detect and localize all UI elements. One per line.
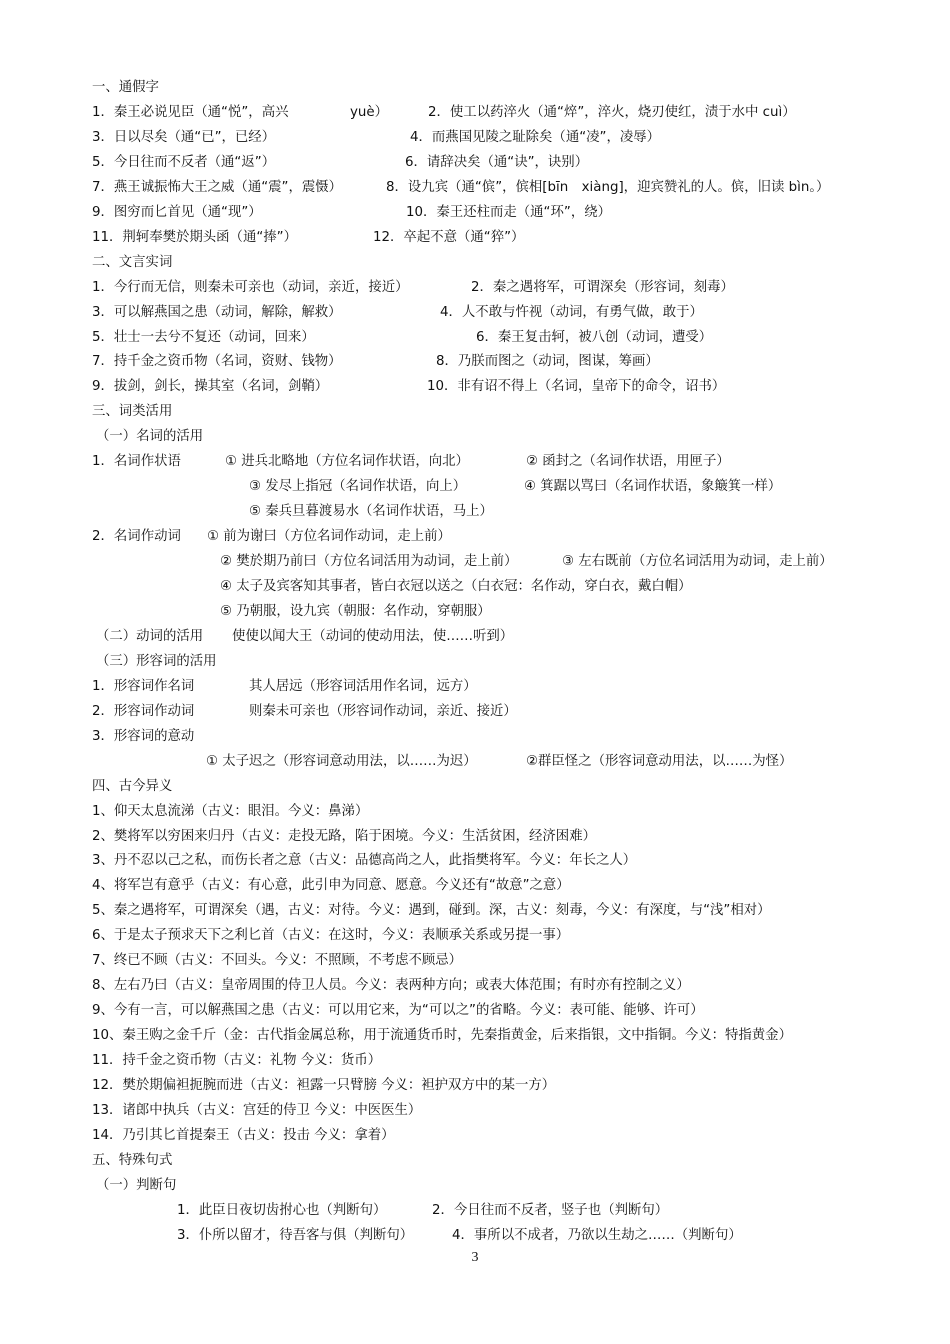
- text-segment: 8．设九宾（通“傧”，傧相[bīn xiàng]，迎宾赞礼的人。傧，旧读 bìn。）: [386, 179, 830, 195]
- text-segment: 6、于是太子预求天下之利匕首（古义：在这时，今义：表顺承关系或另提一事）: [92, 928, 570, 944]
- text-line: [0, 278, 950, 302]
- text-line: [0, 802, 950, 826]
- text-segment: 四、古今异义: [92, 778, 173, 794]
- text-segment: 2．秦之遇将军，可谓深矣（形容词，刻毒）: [471, 279, 734, 295]
- text-segment: 10．秦王还柱而走（通“环”，绕）: [406, 204, 611, 220]
- text-segment: 3、丹不忍以己之私，而伤长者之意（古义：品德高尚之人，此指樊将军。今义：年长之人）: [92, 853, 637, 869]
- text-segment: 7．燕王诚振怖大王之威（通“震”，震慑）: [92, 179, 343, 195]
- text-segment: 10．非有诏不得上（名词，皇帝下的命令，诏书）: [427, 379, 726, 395]
- text-segment: 2．使工以药淬火（通“焠”，淬火，烧刃使红，渍于水中 cuì）: [428, 104, 796, 120]
- text-segment: ⑤ 秦兵旦暮渡易水（名词作状语，马上）: [249, 504, 493, 520]
- text-segment: ⑤ 乃朝服，设九宾（朝服：名作动，穿朝服）: [220, 603, 491, 619]
- text-segment: 1．形容词作名词: [92, 678, 195, 694]
- text-segment: 二、文言实词: [92, 254, 173, 270]
- text-line: [0, 951, 950, 975]
- text-segment: 11．荆轲奉樊於期头函（通“捧”）: [92, 229, 297, 245]
- text-segment: 4．而燕国见陵之耻除矣（通“凌”，凌辱）: [410, 129, 661, 145]
- text-segment: ④ 太子及宾客知其事者，皆白衣冠以送之（白衣冠：名作动，穿白衣，戴白帽）: [220, 579, 692, 594]
- text-segment: ④ 箕踞以骂曰（名词作状语，象簸箕一样）: [524, 479, 782, 495]
- text-line: [0, 377, 950, 401]
- text-line: [0, 1076, 950, 1100]
- text-segment: 14．乃引其匕首提秦王（古义：投击 今义：拿着）: [92, 1127, 395, 1143]
- text-line: [0, 1126, 950, 1150]
- text-segment: 13．诸郎中执兵（古义：宫廷的侍卫 今义：中医医生）: [92, 1102, 422, 1118]
- text-segment: 1．今行而无信，则秦未可亲也（动词，亲近，接近）: [92, 279, 409, 295]
- text-segment: （一）名词的活用: [96, 429, 204, 445]
- text-line: [0, 477, 950, 501]
- text-segment: 五、特殊句式: [92, 1152, 173, 1168]
- text-segment: 5、秦之遇将军，可谓深矣（遇，古义：对待。今义：遇到，碰到。深，古义：刻毒，今义：有深度，与“浅”相对）: [92, 903, 771, 919]
- text-line: [0, 78, 950, 102]
- text-segment: 8、左右乃曰（古义：皇帝周围的侍卫人员。今义：表两种方向；或表大体范围；有时亦有控制之义）: [92, 978, 690, 994]
- text-line: [0, 1226, 950, 1250]
- text-segment: 2．名词作动词: [92, 529, 181, 545]
- text-line: [0, 253, 950, 277]
- text-line: [0, 552, 950, 576]
- text-line: [0, 602, 950, 626]
- text-segment: 9、今有一言，可以解燕国之患（古义：可以用它来，为“可以之”的省略。今义：表可能、能够、许可）: [92, 1003, 704, 1019]
- text-line: [0, 228, 950, 252]
- text-line: [0, 502, 950, 526]
- text-segment: ③ 发尽上指冠（名词作状语，向上）: [249, 479, 467, 495]
- text-segment: 3．日以尽矣（通“已”，已经）: [92, 129, 276, 145]
- text-segment: 12．卒起不意（通“猝”）: [373, 229, 525, 245]
- text-line: [0, 128, 950, 152]
- text-line: [0, 1176, 950, 1200]
- text-segment: 使使以闻大王（动词的使动用法，使……听到）: [232, 628, 514, 644]
- text-line: [0, 827, 950, 851]
- text-line: [0, 627, 950, 651]
- text-line: [0, 976, 950, 1000]
- text-segment: 2．形容词作动词: [92, 703, 195, 719]
- text-segment: 4．事所以不成者，乃欲以生劫之……（判断句）: [452, 1227, 742, 1243]
- text-segment: yuè）: [350, 104, 389, 120]
- text-segment: 3．仆所以留才，待吾客与俱（判断句）: [177, 1227, 414, 1243]
- text-segment: 5．今日往而不反者（通“返”）: [92, 154, 276, 170]
- text-segment: 8．乃朕而图之（动词，图谋，筹画）: [436, 354, 659, 370]
- text-segment: 6．秦王复击轲，被八创（动词，遭受）: [476, 329, 713, 345]
- text-segment: 5．壮士一去兮不复还（动词，回来）: [92, 329, 315, 345]
- text-segment: 3．可以解燕国之患（动词，解除，解救）: [92, 304, 342, 320]
- text-segment: ① 前为谢曰（方位名词作动词，走上前）: [207, 529, 451, 545]
- text-segment: ②群臣怪之（形容词意动用法，以……为怪）: [526, 753, 793, 769]
- text-segment: 则秦未可亲也（形容词作动词，亲近、接近）: [249, 703, 517, 719]
- text-line: [0, 527, 950, 551]
- text-segment: （三）形容词的活用: [96, 653, 217, 669]
- text-line: [0, 1051, 950, 1075]
- text-segment: 9．拔剑，剑长，操其室（名词，剑鞘）: [92, 379, 329, 395]
- text-segment: ③ 左右既前（方位名词活用为动词，走上前）: [562, 554, 833, 570]
- text-segment: ① 进兵北略地（方位名词作状语，向北）: [225, 454, 469, 470]
- text-line: [0, 1101, 950, 1125]
- text-line: [0, 427, 950, 451]
- text-line: [0, 777, 950, 801]
- text-segment: 7、终已不顾（古义：不回头。今义：不照顾，不考虑不顾忌）: [92, 953, 463, 969]
- text-segment: 10、秦王购之金千斤（金：古代指金属总称，用于流通货币时，先秦指黄金，后来指银，文中指铜。今义：特指黄金）: [92, 1028, 792, 1044]
- text-line: [0, 352, 950, 376]
- text-segment: 1．此臣日夜切齿拊心也（判断句）: [177, 1202, 387, 1218]
- text-line: [0, 652, 950, 676]
- text-line: [0, 1026, 950, 1050]
- text-line: [0, 851, 950, 875]
- text-segment: 4．人不敢与忤视（动词，有勇气做，敢于）: [440, 304, 703, 320]
- text-line: [0, 153, 950, 177]
- text-segment: 一、通假字: [92, 80, 159, 95]
- text-line: [0, 452, 950, 476]
- text-line: [0, 577, 950, 601]
- text-line: [0, 1201, 950, 1225]
- text-segment: 12．樊於期偏袒扼腕而进（古义：袒露一只臂膀 今义：袒护双方中的某一方）: [92, 1078, 556, 1093]
- text-line: [0, 1001, 950, 1025]
- text-line: [0, 677, 950, 701]
- text-segment: 三、词类活用: [92, 404, 173, 420]
- text-line: [0, 702, 950, 726]
- text-segment: ② 樊於期乃前曰（方位名词活用为动词，走上前）: [220, 554, 518, 570]
- text-line: [0, 876, 950, 900]
- text-line: [0, 178, 950, 202]
- text-segment: 9．图穷而匕首见（通“现”）: [92, 204, 262, 220]
- text-line: [0, 203, 950, 227]
- text-line: [0, 727, 950, 751]
- text-segment: 其人居远（形容词活用作名词，远方）: [249, 678, 477, 694]
- text-line: [0, 303, 950, 327]
- text-segment: 7．持千金之资币物（名词，资财、钱物）: [92, 354, 342, 370]
- page-number: 3: [471, 1250, 479, 1265]
- text-segment: 6．请辞决矣（通“诀”，诀别）: [405, 154, 589, 170]
- text-segment: 1．秦王必说见臣（通“悦”，高兴: [92, 104, 289, 120]
- text-segment: ① 太子迟之（形容词意动用法，以……为迟）: [206, 753, 477, 769]
- text-segment: ② 函封之（名词作状语，用匣子）: [526, 454, 730, 470]
- text-line: [0, 1151, 950, 1175]
- text-segment: 2、樊将军以穷困来归丹（古义：走投无路，陷于困境。今义：生活贫困，经济困难）: [92, 828, 596, 844]
- text-line: [0, 103, 950, 127]
- text-segment: 2．今日往而不反者，竖子也（判断句）: [432, 1202, 669, 1218]
- text-segment: （一）判断句: [96, 1177, 177, 1193]
- text-segment: 1、仰天太息流涕（古义：眼泪。今义：鼻涕）: [92, 803, 369, 819]
- text-segment: 3．形容词的意动: [92, 728, 195, 744]
- text-line: [0, 752, 950, 776]
- text-segment: 4、将军岂有意乎（古义：有心意，此引申为同意、愿意。今义还有“故意”之意）: [92, 878, 570, 894]
- text-line: [0, 402, 950, 426]
- text-segment: 11．持千金之资币物（古义：礼物 今义：货币）: [92, 1053, 382, 1069]
- text-line: [0, 328, 950, 352]
- text-segment: （二）动词的活用: [96, 628, 204, 644]
- text-line: [0, 926, 950, 950]
- text-segment: 1．名词作状语: [92, 454, 181, 470]
- text-line: [0, 901, 950, 925]
